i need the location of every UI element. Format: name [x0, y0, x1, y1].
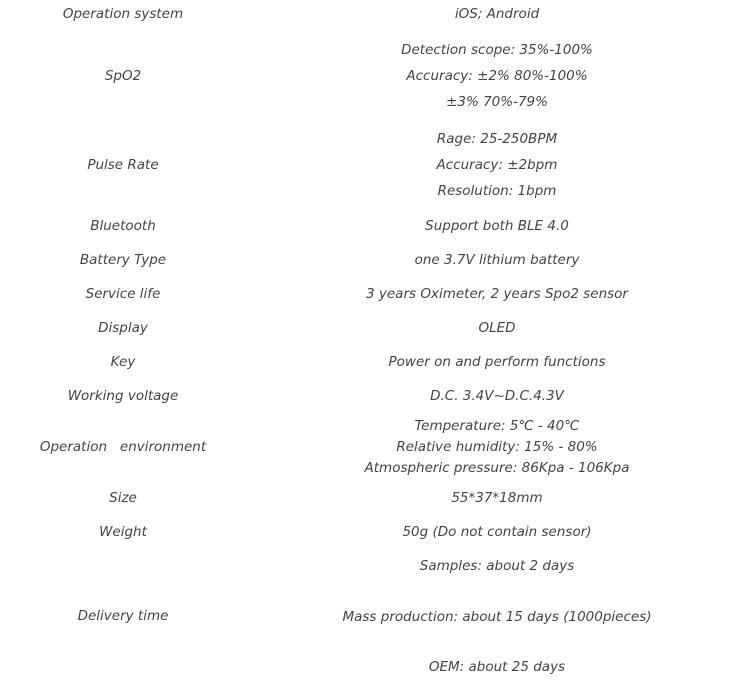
spec-label: Battery Type [79, 252, 167, 268]
spec-label: Size [109, 490, 137, 506]
spec-label: SpO2 [104, 68, 142, 84]
spec-value-line: iOS; Android [454, 6, 540, 22]
spec-value-line: Samples: about 2 days [419, 558, 575, 574]
spec-label: Operation system [62, 6, 184, 22]
spec-value-line: Support both BLE 4.0 [425, 218, 569, 234]
spec-label: Pulse Rate [87, 157, 159, 173]
spec-value-line: Power on and perform functions [388, 354, 606, 370]
spec-label: Display [98, 320, 148, 336]
spec-value-line: 3 years Oximeter, 2 years Spo2 sensor [366, 286, 628, 302]
spec-value-line: OEM: about 25 days [428, 659, 566, 675]
spec-value-line: 55*37*18mm [451, 490, 543, 506]
spec-value-line: Temperature: 5℃ - 40℃ [414, 418, 580, 434]
spec-value-line: Accuracy: ±2% 80%-100% [406, 68, 588, 84]
spec-value-line: Detection scope: 35%-100% [401, 42, 593, 58]
spec-label: Working voltage [67, 388, 179, 404]
spec-label: Operation environment [39, 439, 207, 455]
spec-label: Weight [99, 524, 147, 540]
spec-value-line: D.C. 3.4V~D.C.4.3V [430, 388, 564, 404]
spec-label: Bluetooth [90, 218, 156, 234]
spec-value-line: Mass production: about 15 days (1000pieces) [342, 609, 652, 625]
spec-value-line: Relative humidity: 15% - 80% [396, 439, 598, 455]
spec-label: Delivery time [77, 608, 169, 624]
spec-value-line: OLED [478, 320, 516, 336]
spec-value-line: Accuracy: ±2bpm [436, 157, 558, 173]
spec-label: Key [110, 354, 136, 370]
spec-value-line: ±3% 70%-79% [446, 94, 548, 110]
spec-label: Service life [85, 286, 161, 302]
spec-value-line: Atmospheric pressure: 86Kpa - 106Kpa [364, 460, 630, 476]
spec-value-line: Resolution: 1bpm [437, 183, 557, 199]
spec-value-line: Rage: 25-250BPM [436, 131, 558, 147]
spec-value-line: 50g (Do not contain sensor) [402, 524, 592, 540]
spec-value-line: one 3.7V lithium battery [414, 252, 580, 268]
